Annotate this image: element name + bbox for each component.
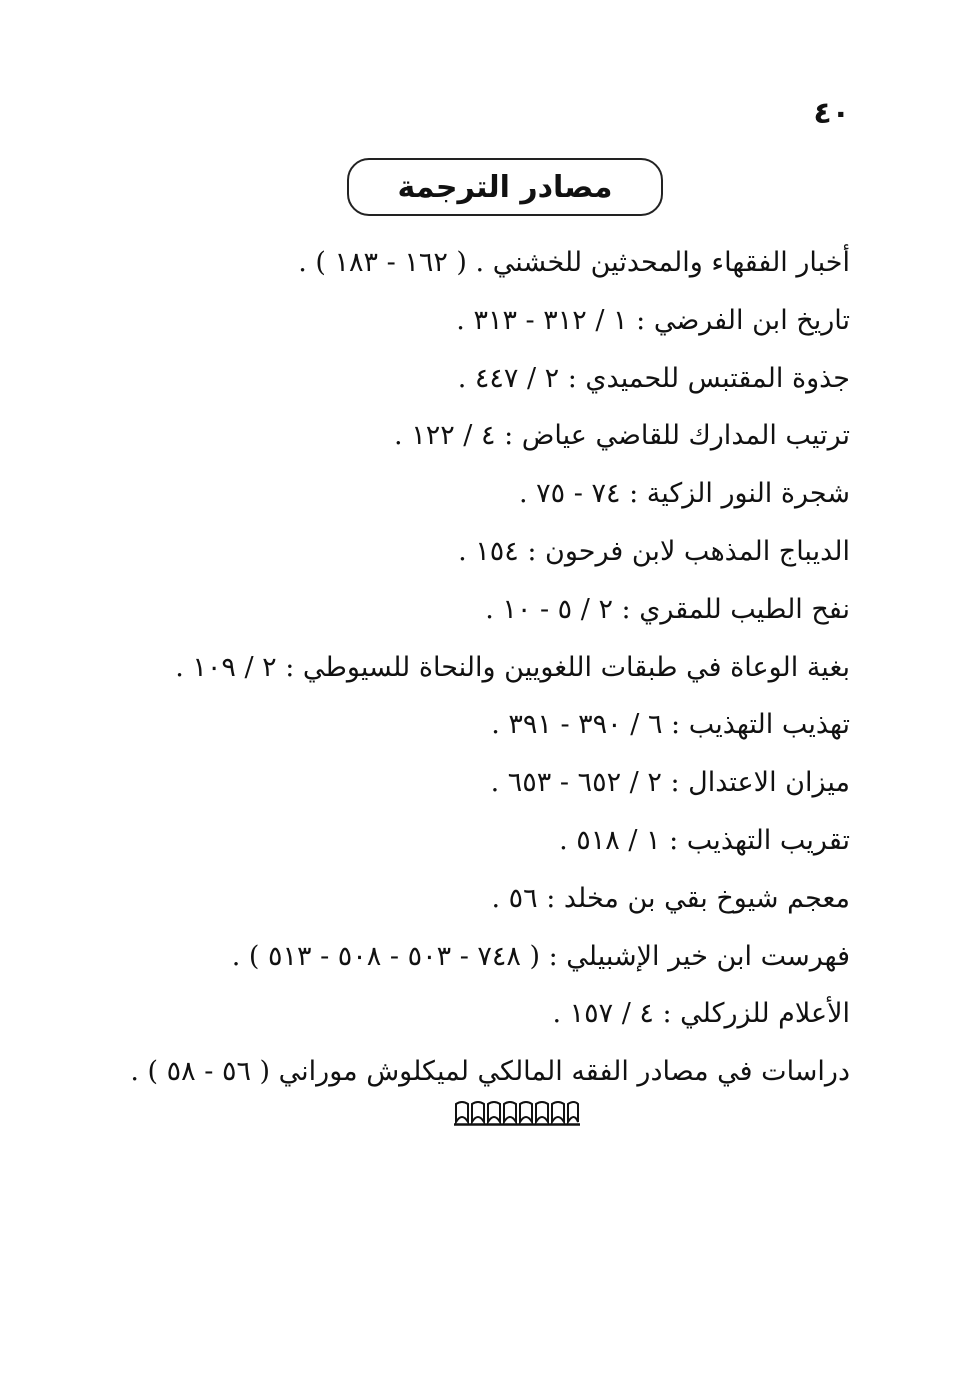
source-item: الأعلام للزركلي : ٤ / ١٥٧ .: [552, 998, 850, 1030]
source-item: نفح الطيب للمقري : ٢ / ٥ - ١٠ .: [485, 593, 850, 625]
section-title: مصادر الترجمة: [397, 169, 613, 205]
source-item: تهذيب التهذيب : ٦ / ٣٩٠ - ٣٩١ .: [491, 709, 850, 741]
source-item: أخبار الفقهاء والمحدثين للخشني . ( ١٦٢ - ١٨٣ ) .: [298, 247, 850, 278]
source-item: فهرست ابن خير الإشبيلي : ( ٧٤٨ - ٥٠٣ - ٥٠٨ - ٥١٣ ) .: [231, 940, 850, 972]
source-item: تاريخ ابن الفرضي : ١ / ٣١٢ - ٣١٣ .: [456, 304, 850, 336]
source-item: بغية الوعاة في طبقات اللغويين والنحاة للسيوطي : ٢ / ١٠٩ .: [175, 651, 850, 683]
decorative-ornament: [452, 1098, 582, 1126]
source-item: جذوة المقتبس للحميدي : ٢ / ٤٤٧ .: [457, 362, 850, 394]
source-item: الديباج المذهب لابن فرحون : ١٥٤ .: [458, 535, 850, 567]
page-number: ٤٠: [813, 96, 850, 131]
source-item: ترتيب المدارك للقاضي عياض : ٤ / ١٢٢ .: [394, 420, 850, 452]
sources-list: [130, 234, 850, 1101]
source-item: شجرة النور الزكية : ٧٤ - ٧٥ .: [519, 478, 850, 510]
source-item: دراسات في مصادر الفقه المالكي لميكلوش موراني ( ٥٦ - ٥٨ ) .: [130, 1056, 850, 1088]
source-item: ميزان الاعتدال : ٢ / ٦٥٢ - ٦٥٣ .: [490, 767, 850, 799]
source-item: تقريب التهذيب : ١ / ٥١٨ .: [559, 824, 850, 856]
section-title-box: [347, 158, 663, 216]
source-item: معجم شيوخ بقي بن مخلد : ٥٦ .: [491, 882, 850, 914]
